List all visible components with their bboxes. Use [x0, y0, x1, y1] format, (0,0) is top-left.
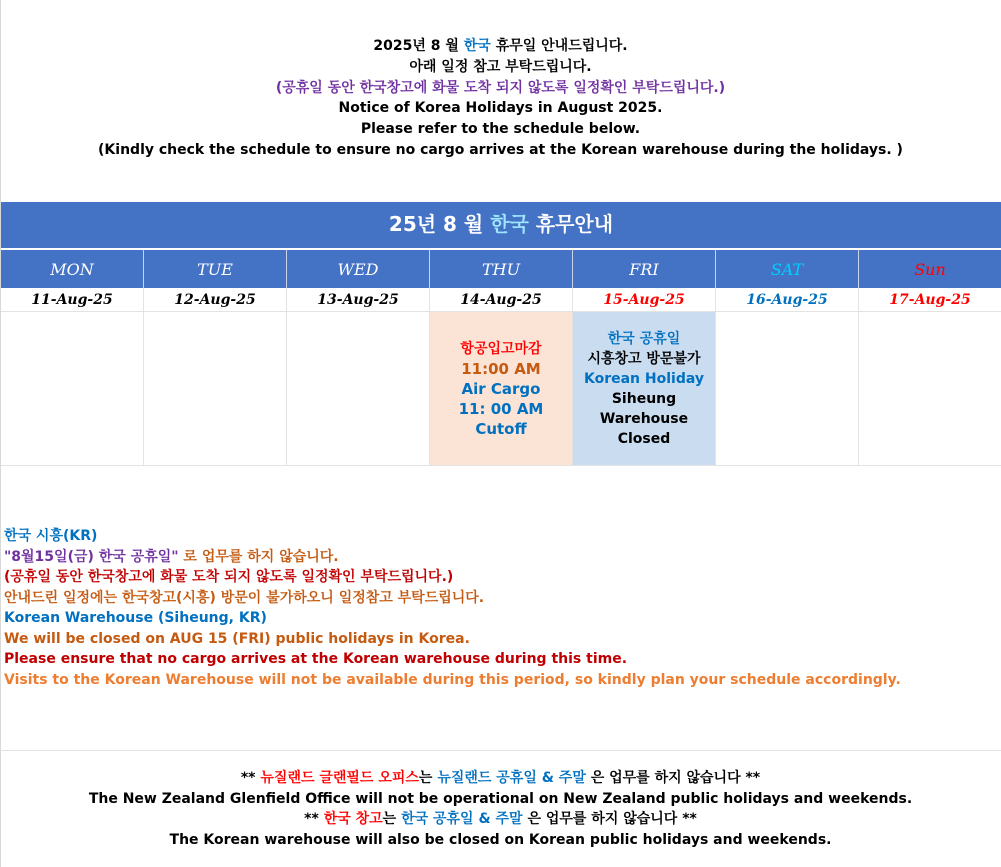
weekday-tue: TUE [144, 250, 287, 288]
weekday-mon: MON [1, 250, 144, 288]
footer-line-4: The Korean warehouse will also be closed on Korean public holidays and weekends. [169, 831, 832, 848]
section-divider [0, 750, 1001, 751]
weekday-thu: THU [430, 250, 573, 288]
schedule-cell-wed [287, 312, 430, 466]
weekday-fri: FRI [573, 250, 716, 288]
weekday-sat: SAT [716, 250, 859, 288]
footer-line-2: The New Zealand Glenfield Office will not be operational on New Zealand public holidays and weekends. [88, 790, 913, 807]
date-tue: 12-Aug-25 [144, 288, 287, 312]
info-line-7: Please ensure that no cargo arrives at the Korean warehouse during this time. [4, 651, 628, 667]
date-wed: 13-Aug-25 [287, 288, 430, 312]
notice-line-3: (공휴일 동안 한국창고에 화물 도착 되지 않도록 일정확인 부탁드립니다.) [275, 79, 726, 96]
info-line-3: (공휴일 동안 한국창고에 화물 도착 되지 않도록 일정확인 부탁드립니다.) [4, 569, 454, 585]
notice-line-5: Please refer to the schedule below. [360, 121, 641, 138]
warehouse-info [4, 526, 901, 690]
notice-line-6: (Kindly check the schedule to ensure no cargo arrives at the Korean warehouse during the holidays. ) [98, 141, 903, 158]
schedule-row [1, 312, 1001, 466]
info-line-8: Visits to the Korean Warehouse will not be available during this period, so kindly plan your schedule accordingly. [4, 671, 901, 688]
air-cargo-cutoff-cell: 항공입고마감 11:00 AM Air Cargo 11: 00 AM Cutoff [430, 312, 573, 466]
info-line-4: 안내드린 일정에는 한국창고(시흥) 방문이 불가하오니 일정참고 부탁드립니다. [4, 589, 485, 606]
notice-line-1: 2025년 8 월 한국 휴무일 안내드립니다. [373, 38, 628, 54]
notice-line-2: 아래 일정 참고 부탁드립니다. [409, 58, 592, 75]
date-mon: 11-Aug-25 [1, 288, 144, 312]
schedule-cell-mon [1, 312, 144, 466]
info-line-2: "8월15일(금) 한국 공휴일" 로 업무를 하지 않습니다. [4, 548, 339, 565]
date-fri: 15-Aug-25 [573, 288, 716, 312]
footer-line-3: ** 한국 창고는 한국 공휴일 & 주말 은 업무를 하지 않습니다 ** [304, 811, 697, 827]
notice-header [0, 36, 1001, 161]
date-row [1, 288, 1001, 312]
info-line-6: We will be closed on AUG 15 (FRI) public holidays in Korea. [4, 630, 470, 647]
schedule-cell-sun [859, 312, 1001, 466]
calendar-banner: 25년 8 월 한국 휴무안내 [1, 202, 1001, 248]
date-sun: 17-Aug-25 [859, 288, 1001, 312]
date-sat: 16-Aug-25 [716, 288, 859, 312]
schedule-cell-sat [716, 312, 859, 466]
footer-line-1: ** 뉴질랜드 글랜필드 오피스는 뉴질랜드 공휴일 & 주말 은 업무를 하지 않습니다 ** [240, 770, 761, 786]
calendar-table [1, 250, 1001, 466]
weekday-sun: Sun [859, 250, 1001, 288]
weekday-wed: WED [287, 250, 430, 288]
footer-notice [0, 768, 1001, 850]
info-line-1: 한국 시흥(KR) [4, 528, 98, 544]
date-thu: 14-Aug-25 [430, 288, 573, 312]
notice-line-4: Notice of Korea Holidays in August 2025. [338, 100, 663, 117]
weekday-header-row [1, 250, 1001, 288]
korean-holiday-cell: 한국 공휴일 시흥창고 방문불가 Korean Holiday Siheung Warehouse Closed [573, 312, 716, 466]
info-line-5: Korean Warehouse (Siheung, KR) [4, 610, 267, 626]
schedule-cell-tue [144, 312, 287, 466]
